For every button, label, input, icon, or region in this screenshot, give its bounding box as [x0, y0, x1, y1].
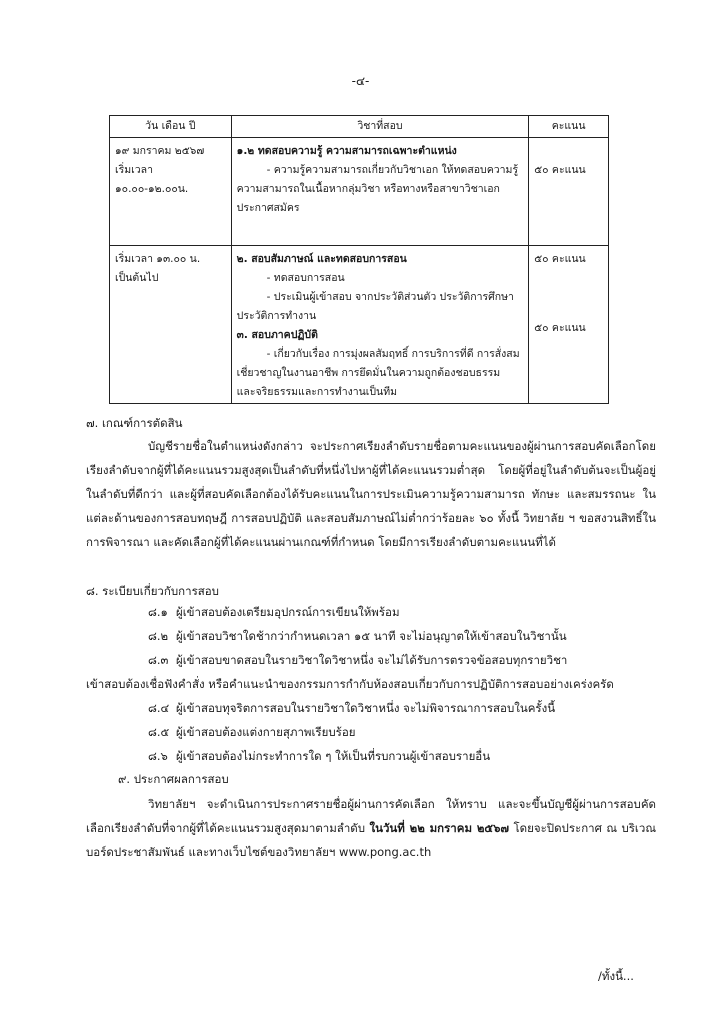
- table-row: [110, 138, 609, 246]
- item-text: ผู้เข้าสอบต้องไม่กระทำการใด ๆ ให้เป็นที่รบกวนผู้เข้าสอบรายอื่น: [176, 749, 491, 763]
- row1-time-line: เริ่มเวลา ๑๐.๐๐-๑๒.๐๐น.: [115, 164, 189, 195]
- list-item: [148, 697, 648, 719]
- item-number: ๘.๓: [148, 653, 169, 667]
- list-item: [148, 649, 648, 671]
- section7-heading: ๗. เกณฑ์การตัดสิน: [86, 416, 183, 430]
- part3-score: ๕๐ คะแนน: [534, 322, 586, 334]
- item3-continuation: เข้าสอบต้องเชื่อฟังคำสั่ง หรือคำแนะนำของกรรมการกำกับห้องสอบเกี่ยวกับการปฏิบัติการสอบอย่างเคร่งครัด: [86, 677, 614, 691]
- section9-text: วิทยาลัยฯ จะดำเนินการประกาศรายชื่อผู้ผ่านการคัดเลือก ให้ทราบ และจะขึ้นบัญชีผู้ผ่านการสอบคัดเลือกเรียงลำดับที่จากผู้ที่ได้คะแนนรวมสูงสุดมาตามลำดับ: [86, 797, 656, 835]
- row2-date-cell: [110, 246, 232, 404]
- item-number: ๘.๖: [148, 749, 168, 763]
- item-text: ผู้เข้าสอบขาดสอบในรายวิชาใดวิชาหนึ่ง จะไม่ได้รับการตรวจข้อสอบทุกรายวิชา: [176, 653, 568, 667]
- item-text: ผู้เข้าสอบวิชาใดช้ากว่ากำหนดเวลา ๑๕ นาที จะไม่อนุญาตให้เข้าสอบในวิชานั้น: [176, 629, 567, 643]
- header-date: วัน เดือน ปี: [110, 116, 232, 138]
- item-text: ผู้เข้าสอบทุจริตการสอบในรายวิชาใดวิชาหนึ่ง จะไม่พิจารณาการสอบในครั้งนี้: [176, 701, 556, 715]
- exam-schedule-table: [109, 115, 609, 404]
- item-number: ๘.๒: [148, 629, 169, 643]
- section9-paragraph: [86, 792, 656, 864]
- row2-score-cell: [529, 246, 609, 404]
- list-item: [148, 601, 648, 623]
- section7-paragraph: บัญชีรายชื่อในตำแหน่งดังกล่าว จะประกาศเรียงลำดับรายชื่อตามคะแนนของผู้ผ่านการสอบคัดเลือกโดยเรียงลำดับจากผู้ที่ได้คะแนนรวมสูงสุดเป็นลำดับที่หนึ่งไปหาผู้ที่ได้คะแนนรวมต่ำสุด โดยผู้ที่อยู่ในลำดับต้นจะเป็นผู้อยู่ในลำดับที่ดีกว่า และผู้ที่สอบคัดเลือกต้องได้รับคะแนนในการประเมินความรู้ความสามารถ ทักษะ และสมรรถนะ ในแต่ละด้านของการสอบทฤษฎี การสอบปฏิบัติ และสอบสัมภาษณ์ไม่ต่ำกว่าร้อยละ ๖๐ ทั้งนี้ วิทยาลัย ฯ ขอสงวนสิทธิ์ในการพิจารณา และคัดเลือกผู้ที่ได้คะแนนผ่านเกณฑ์ที่กำหนด โดยมีการเรียงลำดับตามคะแนนที่ได้: [86, 439, 656, 549]
- header-subject: วิชาที่สอบ: [231, 116, 529, 138]
- part2-title: ๒. สอบสัมภาษณ์ และทดสอบการสอน: [236, 253, 407, 265]
- row2-subject-cell: [231, 246, 529, 404]
- item-number: ๘.๑: [148, 605, 168, 619]
- table-header-row: [110, 116, 609, 138]
- part2-item: - ประเมินผู้เข้าสอบ จากประวัติส่วนตัว ประวัติการศึกษา: [266, 291, 514, 303]
- list-item: [148, 745, 648, 767]
- list-item: [148, 625, 648, 647]
- continued-marker: /ทั้งนี้...: [598, 969, 634, 983]
- page-number: -๔-: [351, 74, 370, 88]
- part2-item: - ทดสอบการสอน: [266, 272, 345, 284]
- row1-subject-title: ๑.๒ ทดสอบความรู้ ความสามารถเฉพาะตำแหน่ง: [236, 145, 457, 157]
- section9-text-end: โดยจะปิดประกาศ ณ บริเวณบอร์ดประชาสัมพันธ์ และทางเว็บไซต์ของวิทยาลัยฯ www.pong.ac.th: [86, 821, 656, 859]
- list-item: [148, 721, 648, 743]
- part2-wrap: ประวัติการทำงาน: [236, 310, 317, 322]
- row1-subject-cell: [231, 138, 529, 246]
- announcement-date: ในวันที่ ๒๒ มกราคม ๒๕๖๗: [369, 821, 510, 835]
- row2-time-line: เริ่มเวลา ๑๓.๐๐ น.: [115, 253, 201, 265]
- row2-time-line: เป็นต้นไป: [115, 272, 159, 284]
- row1-score: ๕๐ คะแนน: [534, 164, 586, 176]
- part3-wrap: เชี่ยวชาญในงานอาชีพ การยึดมั่นในความถูกต้องชอบธรรม: [236, 367, 501, 379]
- item-text: ผู้เข้าสอบต้องเตรียมอุปกรณ์การเขียนให้พร้อม: [176, 605, 400, 619]
- header-score: คะแนน: [529, 116, 609, 138]
- part3-title: ๓. สอบภาคปฏิบัติ: [236, 329, 318, 341]
- part3-wrap: และจริยธรรมและการทำงานเป็นทีม: [236, 386, 398, 398]
- row1-subject-line: ประกาศสมัคร: [236, 202, 300, 214]
- row1-date-cell: [110, 138, 232, 246]
- row1-date-line: ๑๙ มกราคม ๒๕๖๗: [115, 145, 205, 157]
- item-number: ๘.๔: [148, 701, 170, 715]
- row1-score-cell: [529, 138, 609, 246]
- row1-subject-line: ความสามารถในเนื้อหากลุ่มวิชา หรือทางหรือสาขาวิชาเอก: [236, 183, 500, 195]
- part2-score: ๕๐ คะแนน: [534, 253, 586, 265]
- item-text: ผู้เข้าสอบต้องแต่งกายสุภาพเรียบร้อย: [176, 725, 356, 739]
- section8-heading: ๘. ระเบียบเกี่ยวกับการสอบ: [86, 584, 219, 598]
- row1-subject-line: - ความรู้ความสามารถเกี่ยวกับวิชาเอก ให้ทดสอบความรู้: [266, 164, 519, 176]
- part3-item: - เกี่ยวกับเรื่อง การมุ่งผลสัมฤทธิ์ การบริการที่ดี การสั่งสม: [266, 348, 520, 360]
- table-row: [110, 246, 609, 404]
- item-number: ๘.๕: [148, 725, 170, 739]
- section9-heading: ๙. ประกาศผลการสอบ: [118, 772, 229, 786]
